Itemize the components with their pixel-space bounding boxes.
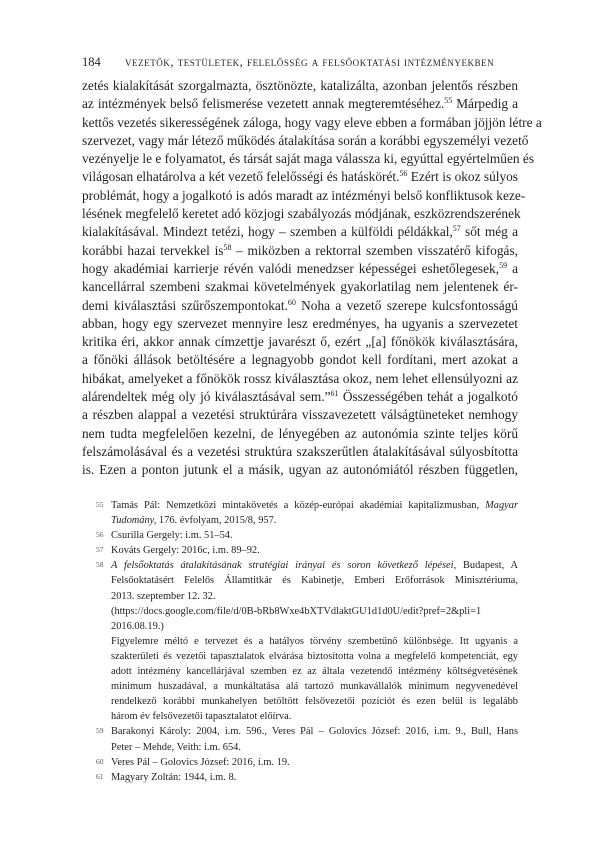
body-line: vezényelje le e folyamatot, és társát saját maga válassza ki, egyúttal egyértelműen és <box>82 151 535 167</box>
footnote-ref[interactable]: 55 <box>444 96 453 106</box>
body-line: kancellárral szembeni szakmai követelmények gyakorlatilag nem jelentenek ér- <box>82 279 518 295</box>
body-line: korábbi hazai tervekkel $is^{58}$ – miközben a rektorral szemben visszatérő kifogás, <box>82 242 518 258</box>
body-line: kritika éri, akkor annak címzettje javarészt ő, ezért „[a] főnökök kiválasztására, <box>82 334 518 350</box>
body-line: alárendeltek még oly jó kiválasztásával sem.”$^{61}$ Összességében tehát a jogalkotó <box>82 389 518 405</box>
page-number: 184 <box>82 55 101 69</box>
footnote-number: 60 <box>96 756 104 766</box>
body-line: abban, hogy egy szervezet mennyire lesz eredményes, ha ugyanis a szervezetet <box>82 315 518 331</box>
body-line: lésének megfelelő keretet adó közjogi szabályozás módjának, eszközrendszerének <box>82 206 521 222</box>
footnote-number: 59 <box>96 726 104 736</box>
body-line: zetés kialakítását szorgalmazta, ösztönözte, katalizálta, azonban jelentős részben <box>82 78 518 93</box>
body-line: az intézmények belső felismerése vezetett annak megteremtéséhez.$^{55}$ Márpedig a <box>82 96 518 112</box>
footnote-number: 58 <box>96 560 104 570</box>
body-line: szervezet, vagy már létező működés átalakítása során a korábbi egyszemélyi vezető <box>82 132 529 148</box>
body-line: hibákat, amelyeket a főnökök rossz kiválasztása okoz, nem lehet ellensúlyozni az <box>82 370 518 386</box>
footnote-61: 61 Magyary Zoltán: 1944, i.m. 8. <box>96 770 518 785</box>
body-line: hogy akadémiai karrierje révén valódi menedzser képességei eshetőlegesek,$^{59}$ a <box>82 260 518 276</box>
footnote-ref[interactable]: 59 <box>499 260 508 270</box>
footnote-ref[interactable]: 61 <box>330 389 339 399</box>
body-line: a részben alappal a vezetési struktúrára visszavezetett válságtüneteket nemhogy <box>82 407 518 423</box>
body-line: kialakításával. Mindezt tetézi, hogy – szemben a külföldi példákkal,$^{57}$ sőt még a <box>82 224 519 240</box>
body-line: világosan elhatárolva a két vezető felelősségi és hatáskörét.$^{56}$ Ezért is okoz súlyos <box>82 169 518 185</box>
footnote-ref[interactable]: 56 <box>399 169 408 179</box>
body-text <box>82 77 542 480</box>
body-line: is. Ezen a ponton jutunk el a másik, ugyan az autonómiától részben független, <box>82 462 518 478</box>
footnote-58: 58 A felsőoktatás átalakításának stratégiai irányai és soron következő lépései, Budapest, A Felsőoktatásért Felelős Államtitkár és Kabinetje, Emberi Erőforrások Minisztériuma, 2013. szeptember 12. 32. (https://docs.google.com/file/d/0B-bRb8Wxe4bXTVdlaktGU1d1d0U/edit?pref=2&pli=1 2016.08.19.) Figyelemre méltó e tervezet és a hatályos törvény szembetűnő különbsége. Itt ugyanis a szakterületi és vezetői tapasztalatok elvárása biztosította volna a megfelelő kompetenciát, egy adott intézmény kancellárjával szemben ez az általa vezetendő intézmény költségvetésének minimum huszadával, a munkáltatása alá tartozó munkavállalók minimum negyvenedével rendelkező korábbi munkahelyen betöltött felsővezetői pozíciót és ezen belül is legalább három év felsővezetői tapasztalatot előírva. <box>96 558 518 724</box>
footnote-number: 56 <box>96 530 104 540</box>
footnotes <box>96 498 518 785</box>
footnote-number: 57 <box>96 545 104 555</box>
running-head <box>82 54 518 70</box>
footnote-55: 55 Tamás Pál: Nemzetközi mintakövetés a közép-európai akadémiai kapitalizmusban, Magyar Tudomány, 176. évfolyam, 2015/8, 957. <box>96 498 518 528</box>
footnote-ref[interactable]: 57 <box>452 224 461 234</box>
body-line: nem tudta megfelelően kezelni, de lényegében az autonómia szinte teljes körű <box>82 425 518 441</box>
footnote-59: 59 Barakonyi Károly: 2004, i.m. 596., Veres Pál – Golovics József: 2016, i.m. 9., Bull, Hans Peter – Mehde, Veith: i.m. 654. <box>96 724 518 754</box>
footnote-57: 57 Kováts Gergely: 2016c, i.m. 89–92. <box>96 543 518 558</box>
body-line: demi kiválasztási szűrőszempontokat.$^{60}$ Noha a vezető szerepe kulcsfontosságú <box>82 297 518 313</box>
body-line: felszámolásával és a vezetési struktúra szakszerűtlen átalakításával súlyosbította <box>82 443 518 459</box>
footnote-56: 56 Csurilla Gergely: i.m. 51–54. <box>96 528 518 543</box>
body-line: problémát, hogy a jogalkotó is adós maradt az intézményi belső konfliktusok keze- <box>82 187 526 203</box>
running-title: vezetők, testületek, felelősség a felsőoktatási intézményekben <box>125 55 495 69</box>
footnote-number: 55 <box>96 500 104 509</box>
body-line: a főnöki állások betöltésére a legnagyobb gondot kell fordítani, mert azokat a <box>82 352 518 368</box>
footnote-ref[interactable]: 58 <box>223 242 232 252</box>
body-line: kettős vezetés sikerességének záloga, hogy vagy eleve ebben a formában jöjjön létre a <box>82 114 542 130</box>
footnote-ref[interactable]: 60 <box>287 297 296 307</box>
footnote-number: 61 <box>96 771 104 781</box>
footnote-60: 60 Veres Pál – Golovics József: 2016, i.m. 19. <box>96 755 518 770</box>
